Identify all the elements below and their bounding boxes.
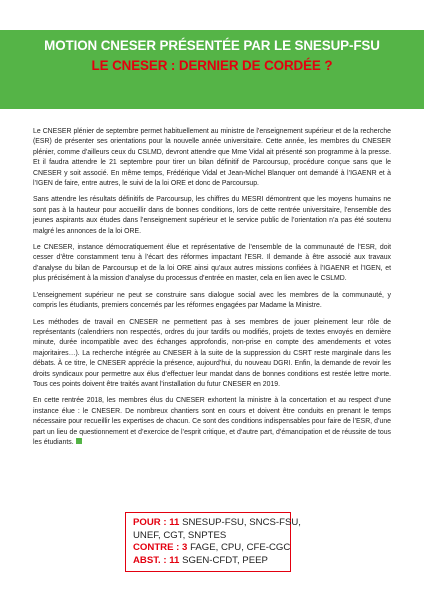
paragraph-6 — [33, 396, 391, 448]
paragraph-5: Les méthodes de travail en CNESER ne permettent pas à ses membres de jouer pleinement leur rôle de représentants (calendriers non respectés, ordres du jour tardifs ou modifiés, projets de textes envoyés en dernière minute, durée incompatible avec des échanges approfondis, non-prise en compte des amendements et votes majoritaires…). La recherche intégrée au CNESER à la suite de la suppression du CSRT reste marginale dans les débats. À ce titre, le CNESER apprécie la présence, aujourd’hui, du nouveau DGRI. Enfin, la demande de revoir les droits syndicaux pour permettre aux élus d’effectuer leur mandat dans de bonnes conditions est restée lettre morte. Tous ces points doivent être traités avant l’installation du futur CNESER en 2019. — [33, 318, 391, 388]
motion-subtitle: LE CNESER : DERNIER DE CORDÉE ? — [91, 58, 333, 73]
vote-abst-count: 11 — [169, 554, 180, 566]
vote-pour-count: 11 — [169, 517, 180, 528]
vote-pour-names-cont: UNEF, CGT, SNPTES — [133, 529, 227, 541]
motion-title: MOTION CNESER PRÉSENTÉE PAR LE SNESUP-FSU — [44, 38, 380, 53]
vote-contre-count: 3 — [182, 542, 188, 554]
motion-body — [33, 127, 391, 454]
paragraph-6-text: En cette rentrée 2018, les membres élus du CNESER exhortent la ministre à la concertation et au respect d’une instance élue : le CNESER. De nombreux chantiers sont en cours et doivent être conduits en prenant le temps nécessaire pour recueillir les expertises de chacun. Ce sont des conditions indispensables pour faire de l’ESR, d’une part un lieu de questionnement et d’exercice de l’esprit critique, et d’autre part, d’émancipation et de réussite de tous les étudiants. — [33, 397, 391, 446]
vote-abst-label: ABST. : — [133, 554, 167, 566]
title-band — [0, 30, 424, 109]
paragraph-1: Le CNESER plénier de septembre permet habituellement au ministre de l’enseignement supérieur et de la recherche (ESR) de présenter ses orientations pour la nouvelle année universitaire. Cette année, les membres du CNESER plénier, comme d’ailleurs ceux du CSLMD, devront attendre que Mme Vidal ait présenté son programme à la presse. Et il faudra attendre le 21 septembre pour tirer un bilan définitif de Parcoursup, procédure conçue sans que le CNESER y soit associé. En même temps, Frédérique Vidal et Jean-Michel Blanquer ont demandé à l’IGAENR et à l’IGEN de faire, entre autres, le suivi de la loi ORE et donc de Parcoursup. — [33, 128, 391, 188]
vote-contre-label: CONTRE : — [133, 542, 180, 554]
vote-pour-names: SNESUP-FSU, SNCS-FSU, — [182, 517, 301, 528]
vote-pour-line-cont — [133, 530, 290, 543]
paragraph-4: L’enseignement supérieur ne peut se construire sans dialogue social avec les membres de la communauté, y compris les étudiants, premiers concernés par les réformes engagées par Madame la Ministre. — [33, 291, 391, 310]
vote-abst-names: SGEN-CFDT, PEEP — [182, 554, 268, 566]
vote-contre-line — [133, 542, 290, 555]
paragraph-3: Le CNESER, instance démocratiquement élue et représentative de l’ensemble de la communauté de l’ESR, doit cesser d’être constamment tenu à l’écart des réformes impactant l’ESR. Il demande à être associé aux travaux d’analyse du bilan de Parcoursup et de la loi ORE ainsi qu’aux autres missions confiées à l’IGAENR et l’IGEN, et plus précisément à la mission d’analyse du processus d’entrée en master, cela en lien avec le CSLMD. — [33, 244, 391, 283]
vote-pour-label: POUR : — [133, 517, 167, 528]
vote-results-box — [125, 512, 301, 572]
end-of-text-mark — [76, 438, 82, 444]
vote-pour-line — [133, 517, 301, 530]
vote-abst-line — [133, 555, 290, 568]
vote-contre-names: FAGE, CPU, CFE-CGC — [190, 542, 291, 554]
paragraph-2: Sans attendre les résultats définitifs de Parcoursup, les chiffres du MESRI démontrent que les moyens humains ne sont pas à la hauteur pour accueillir dans de bonnes conditions, lors de cette rentrée universitaire, l’ensemble des jeunes aspirants aux études dans l’enseignement supérieur et le service public de l’orientation n’a pas été soutenu malgré les annonces de la loi ORE. — [33, 196, 391, 235]
